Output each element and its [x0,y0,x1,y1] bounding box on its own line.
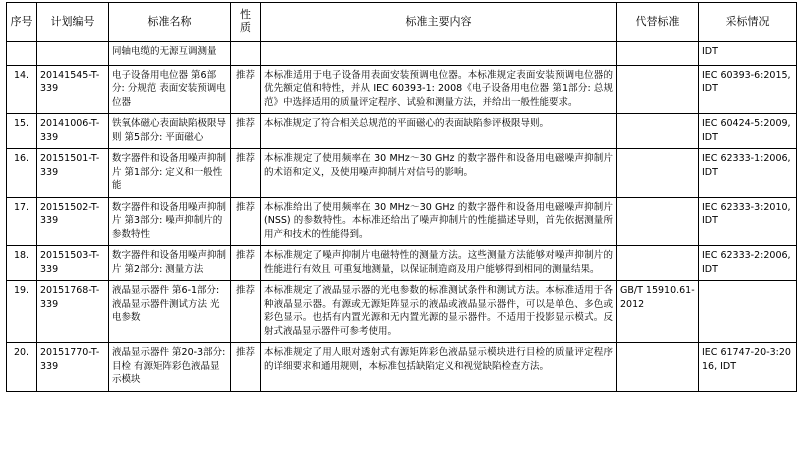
column-header-seq: 序号 [7,3,37,42]
cell-seq [7,42,37,66]
cell-standard-name: 数字器件和设备用噪声抑制片 第1部分: 定义和一般性能 [109,149,231,197]
cell-nature: 推荐 [231,66,261,114]
cell-plan-number [37,42,109,66]
cell-main-content: 本标准规定了用人眼对透射式有源矩阵彩色液晶显示模块进行目检的质量评定程序的详细要求和通用规则，本标准包括缺陷定义和视觉缺陷检查方法。 [261,343,617,391]
table-row [7,114,797,149]
cell-standard-name: 铁氧体磁心表面缺陷极限导则 第5部分: 平面磁心 [109,114,231,149]
cell-adoption: IDT [699,42,797,66]
table-row [7,343,797,391]
cell-adoption: IEC 62333-2:2006, IDT [699,246,797,281]
cell-superseded [617,343,699,391]
standards-table [6,2,797,392]
column-header-superseded-standard: 代替标准 [617,3,699,42]
cell-main-content: 本标准规定了使用频率在 30 MHz～30 GHz 的数字器件和设备用电磁噪声抑制片的术语和定义，及使用噪声抑制片对信号的影响。 [261,149,617,197]
cell-seq: 16. [7,149,37,197]
cell-seq: 18. [7,246,37,281]
cell-nature: 推荐 [231,281,261,343]
cell-standard-name: 同轴电缆的无源互调测量 [109,42,231,66]
table-header-row [7,3,797,42]
cell-main-content: 本标准规定了噪声抑制片电磁特性的测量方法。这些测量方法能够对噪声抑制片的性能进行有效且 可重复地测量，以保证制造商及用户能够得到相同的测量结果。 [261,246,617,281]
cell-seq: 20. [7,343,37,391]
column-header-main-content: 标准主要内容 [261,3,617,42]
cell-plan-number: 20151501-T-339 [37,149,109,197]
table-row [7,281,797,343]
column-header-nature: 性 质 [231,3,261,42]
document-page [0,2,804,475]
cell-nature: 推荐 [231,114,261,149]
cell-seq: 19. [7,281,37,343]
cell-plan-number: 20151503-T-339 [37,246,109,281]
cell-nature: 推荐 [231,197,261,245]
cell-adoption: IEC 60393-6:2015, IDT [699,66,797,114]
column-header-standard-name: 标准名称 [109,3,231,42]
table-row [7,197,797,245]
cell-main-content: 本标准规定了符合相关总规范的平面磁心的表面缺陷参评极限导则。 [261,114,617,149]
cell-superseded [617,149,699,197]
cell-superseded [617,246,699,281]
cell-main-content: 本标准给出了使用频率在 30 MHz～30 GHz 的数字器件和设备用电磁噪声抑制片 (NSS) 的参数特性。本标准还给出了噪声抑制片的性能描述导则，首先依据测量所用产和技术的性能得到。 [261,197,617,245]
cell-superseded [617,197,699,245]
cell-plan-number: 20151770-T-339 [37,343,109,391]
cell-plan-number: 20151768-T-339 [37,281,109,343]
cell-main-content: 本标准规定了液晶显示器的光电参数的标准测试条件和测试方法。本标准适用于各种液晶显示器。有源或无源矩阵显示的液晶或液晶显示器件，可以是单色、多色或彩色显示。也括有内置光源和无内置光源的显示器件。不适用于投影显示模式。反射式液晶显示器件可参考使用。 [261,281,617,343]
table-row [7,246,797,281]
cell-superseded [617,114,699,149]
cell-adoption: IEC 62333-1:2006, IDT [699,149,797,197]
cell-seq: 17. [7,197,37,245]
cell-standard-name: 电子设备用电位器 第6部分: 分规范 表面安装预调电位器 [109,66,231,114]
table-body [7,42,797,392]
cell-nature: 推荐 [231,343,261,391]
cell-nature: 推荐 [231,246,261,281]
cell-plan-number: 20151502-T-339 [37,197,109,245]
cell-adoption: IEC 61747-20-3:2016, IDT [699,343,797,391]
cell-nature [231,42,261,66]
column-header-plan-number: 计划编号 [37,3,109,42]
cell-plan-number: 20141006-T-339 [37,114,109,149]
cell-main-content: 本标准适用于电子设备用表面安装预调电位器。本标准规定表面安装预调电位器的优先额定值和特性，并从 IEC 60393-1: 2008《电子设备用电位器 第1部分: 总规范》中选择适用的质量评定程序、试验和测量方法，并给出一般性能要求。 [261,66,617,114]
cell-superseded [617,42,699,66]
cell-adoption: IEC 60424-5:2009, IDT [699,114,797,149]
cell-standard-name: 数字器件和设备用噪声抑制片 第2部分: 测量方法 [109,246,231,281]
cell-adoption [699,281,797,343]
cell-nature: 推荐 [231,149,261,197]
cell-superseded [617,66,699,114]
column-header-adoption: 采标情况 [699,3,797,42]
cell-standard-name: 数字器件和设备用噪声抑制片 第3部分: 噪声抑制片的参数特性 [109,197,231,245]
table-row [7,149,797,197]
cell-superseded: GB/T 15910.61-2012 [617,281,699,343]
table-row [7,42,797,66]
cell-standard-name: 液晶显示器件 第20-3部分: 目检 有源矩阵彩色液晶显示模块 [109,343,231,391]
cell-plan-number: 20141545-T-339 [37,66,109,114]
cell-main-content [261,42,617,66]
cell-adoption: IEC 62333-3:2010, IDT [699,197,797,245]
cell-seq: 15. [7,114,37,149]
table-row [7,66,797,114]
cell-seq: 14. [7,66,37,114]
cell-standard-name: 液晶显示器件 第6-1部分: 液晶显示器件测试方法 光电参数 [109,281,231,343]
